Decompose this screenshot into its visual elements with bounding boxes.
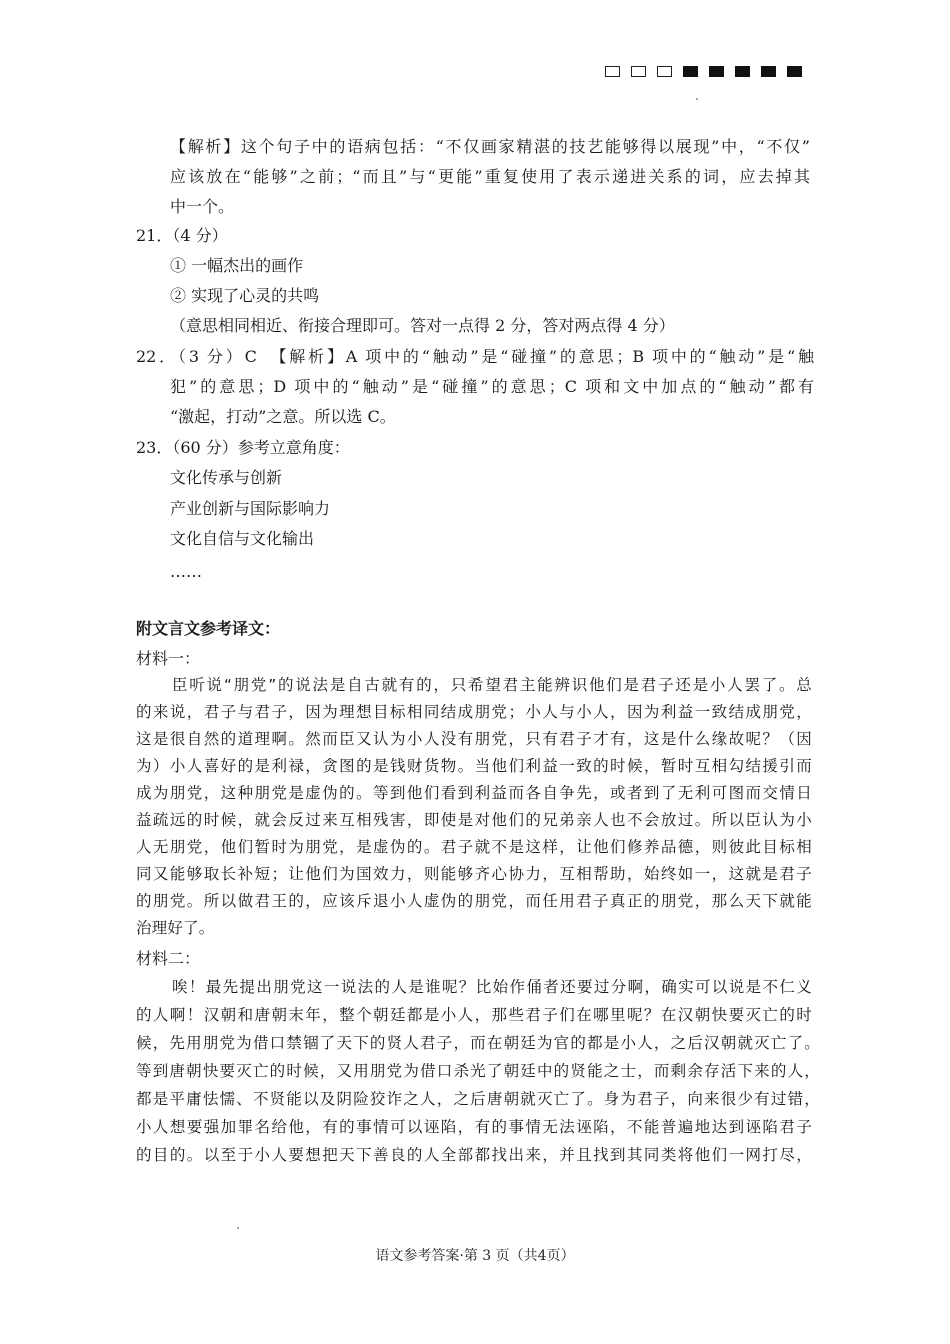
material-two-line: 都是平庸怯懦、不贤能以及阴险狡诈之人，之后唐朝就灭亡了。身为君子，向来很少有过错，: [136, 1090, 820, 1108]
material-two-label: 材料二：: [136, 949, 201, 968]
material-one-line: 这是很自然的道理啊。然而臣又认为小人没有朋党，只有君子才有，这是什么缘故呢？（因: [136, 730, 812, 748]
q22-line: “激起，打动”之意。所以选 C。: [170, 407, 396, 426]
material-two-line: 小人想要强加罪名给他，有的事情可以诬陷，有的事情无法诬陷，不能普遍地达到诬陷君子: [136, 1118, 812, 1136]
header-mark-filled: [683, 66, 698, 77]
material-one-label: 材料一：: [136, 649, 201, 668]
material-one-line: 治理好了。: [136, 919, 215, 937]
header-mark-filled: [735, 66, 750, 77]
q22-line: 22．（3 分）C 【解析】A 项中的“触动”是“碰撞”的意思；B 项中的“触动”是“触: [136, 347, 814, 366]
q21-item: ① 一幅杰出的画作: [170, 256, 304, 275]
material-one-line: 的来说，君子与君子，因为理想目标相同结成朋党；小人与小人，因为利益一致结成朋党，: [136, 703, 812, 721]
q23-item: 文化传承与创新: [170, 468, 283, 487]
q21-item: ② 实现了心灵的共鸣: [170, 286, 320, 305]
material-two-line: 的目的。以至于小人要想把天下善良的人全部都找出来，并且找到其同类将他们一网打尽，: [136, 1146, 812, 1164]
header-marks: [605, 66, 802, 77]
q23-item: 文化自信与文化输出: [170, 529, 315, 548]
speck-mark: [696, 98, 698, 100]
material-one-line: 成为朋党，这种朋党是虚伪的。等到他们看到利益而各自争先，或者到了无利可图而交情日: [136, 784, 812, 802]
header-mark-empty: [631, 66, 646, 77]
q20-line: 【解析】这个句子中的语病包括：“不仅画家精湛的技艺能够得以展现”中，“不仅”: [170, 137, 810, 156]
q23-item: ……: [170, 562, 202, 581]
header-mark-empty: [605, 66, 620, 77]
material-two-line: 等到唐朝快要灭亡的时候，又用朋党为借口杀光了朝廷中的贤能之士，而剩余存活下来的人，: [136, 1062, 820, 1080]
material-two-line: 唉！最先提出朋党这一说法的人是谁呢？比始作俑者还要过分啊，确实可以说是不仁义: [172, 978, 812, 996]
material-one-line: 为）小人喜好的是利禄，贪图的是钱财货物。当他们利益一致的时候，暂时互相勾结援引而: [136, 757, 812, 775]
q22-line: 犯”的意思；D 项中的“触动”是“碰撞”的意思；C 项和文中加点的“触动”都有: [170, 377, 814, 396]
material-two-line: 的人啊！汉朝和唐朝末年，整个朝廷都是小人，那些君子们在哪里呢？在汉朝快要灭亡的时: [136, 1006, 812, 1024]
material-one-line: 同又能够取长补短；让他们为国效力，则能够齐心协力，互相帮助，始终如一，这就是君子: [136, 865, 812, 883]
header-mark-empty: [657, 66, 672, 77]
q21-note: （意思相同相近、衔接合理即可。答对一点得 2 分，答对两点得 4 分）: [170, 316, 675, 335]
q21-heading: 21．（4 分）: [136, 226, 228, 245]
header-mark-filled: [787, 66, 802, 77]
q23-item: 产业创新与国际影响力: [170, 499, 331, 518]
appendix-title: 附文言文参考译文：: [136, 619, 281, 638]
header-mark-filled: [709, 66, 724, 77]
speck-mark: [237, 1227, 239, 1229]
q23-heading: 23．（60 分）参考立意角度：: [136, 438, 350, 457]
q20-line: 应该放在“能够”之前；“而且”与“更能”重复使用了表示递进关系的词，应去掉其: [170, 167, 810, 186]
header-mark-filled: [761, 66, 776, 77]
q20-line: 中一个。: [170, 197, 235, 216]
page-footer: 语文参考答案·第 3 页（共4页）: [375, 1248, 575, 1264]
material-one-line: 人无朋党，他们暂时为朋党，是虚伪的。君子就不是这样，让他们修养品德，则彼此目标相: [136, 838, 812, 856]
material-two-line: 候，先用朋党为借口禁锢了天下的贤人君子，而在朝廷为官的都是小人，之后汉朝就灭亡了。: [136, 1034, 820, 1052]
material-one-line: 的朋党。所以做君王的，应该斥退小人虚伪的朋党，而任用君子真正的朋党，那么天下就能: [136, 892, 812, 910]
material-one-line: 臣听说“朋党”的说法是自古就有的，只希望君主能辨识他们是君子还是小人罢了。总: [172, 676, 812, 694]
material-one-line: 益疏远的时候，就会反过来互相残害，即使是对他们的兄弟亲人也不会放过。所以臣认为小: [136, 811, 812, 829]
